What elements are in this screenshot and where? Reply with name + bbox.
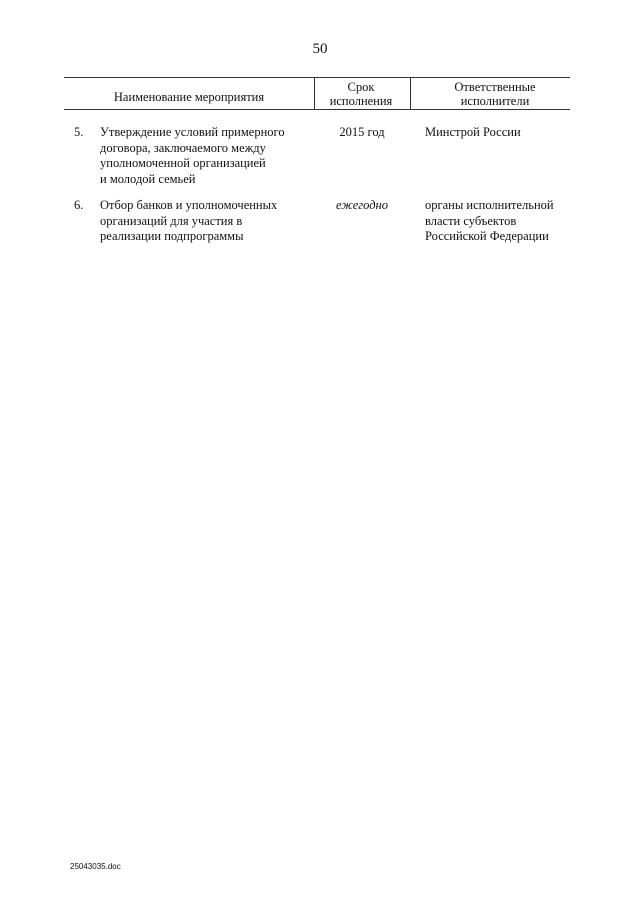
row-name-line: Утверждение условий примерного [100, 125, 285, 139]
row-name-line: реализации подпрограммы [100, 229, 244, 243]
header-name: Наименование мероприятия [113, 90, 265, 104]
row-responsible [425, 125, 575, 141]
row-resp-line: Российской Федерации [425, 229, 549, 243]
header-term [316, 80, 406, 108]
row-resp-line: власти субъектов [425, 213, 517, 228]
row-name-line: договора, заключаемого между [100, 140, 266, 155]
row-responsible [425, 198, 575, 245]
document-footer-filename: 25043035.doc [70, 862, 121, 871]
row-resp-line: органы исполнительной [425, 198, 554, 212]
header-resp-line2: исполнители [460, 94, 530, 108]
row-name-line: организаций для участия в [100, 213, 243, 228]
header-term-line2: исполнения [329, 94, 393, 108]
page-number: 50 [312, 41, 328, 57]
row-name-line: Отбор банков и уполномоченных [100, 198, 278, 212]
header-responsible [420, 80, 570, 108]
header-divider [410, 78, 411, 109]
row-name [100, 198, 312, 245]
header-resp-line1: Ответственные [454, 80, 536, 94]
row-number: 6. [74, 198, 84, 212]
header-term-line1: Срок [347, 80, 375, 94]
table-header [64, 78, 570, 109]
header-divider [314, 78, 315, 109]
table-header-rule [64, 109, 570, 110]
events-table [64, 77, 570, 243]
row-name-line: уполномоченной организацией [100, 156, 266, 170]
row-term: 2015 год [339, 125, 385, 139]
row-number: 5. [74, 125, 84, 139]
row-name [100, 125, 312, 187]
row-name-line: и молодой семьей [100, 171, 196, 186]
row-resp-line: Минстрой России [425, 125, 521, 139]
row-term: ежегодно [336, 198, 388, 212]
